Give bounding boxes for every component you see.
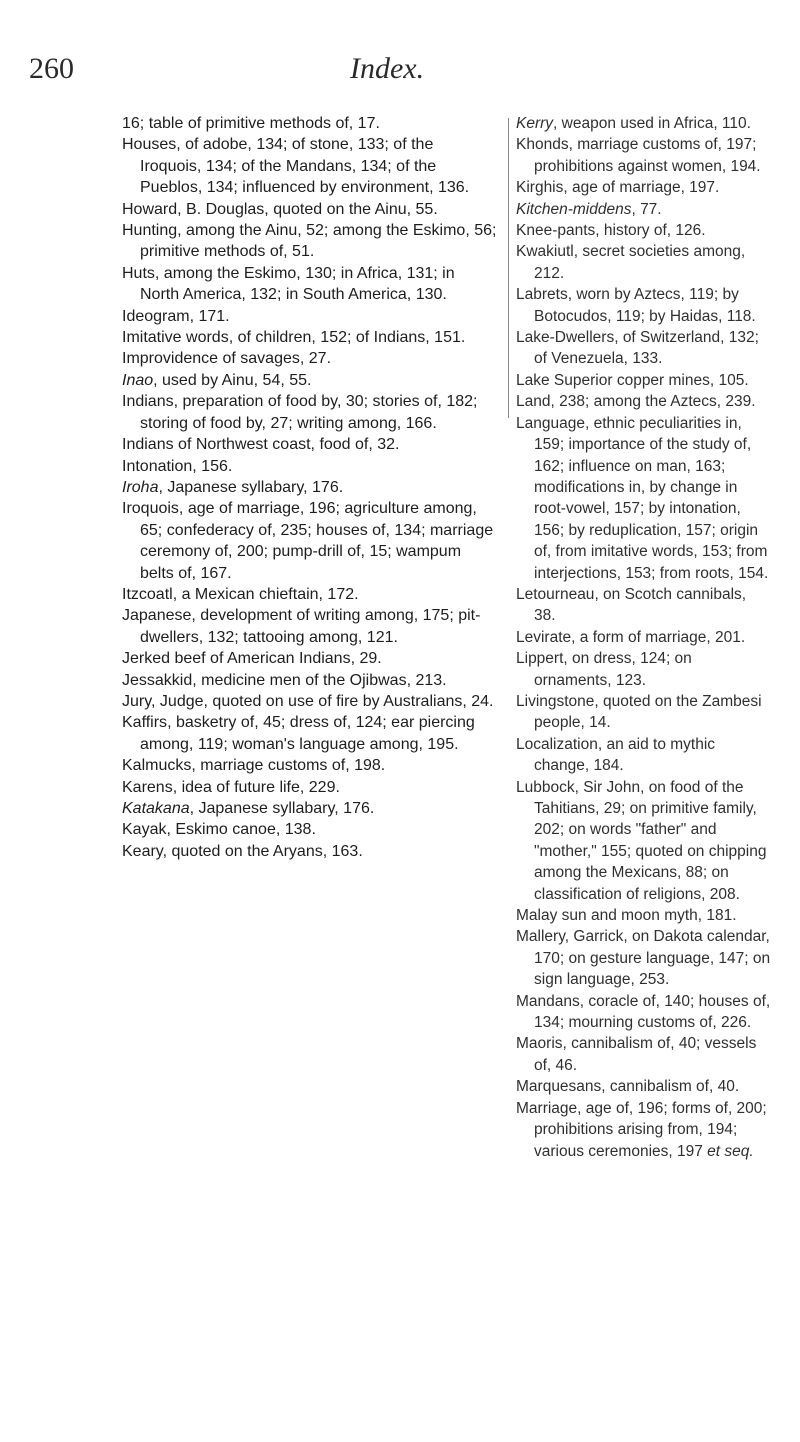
index-term: Lake-Dwellers — [516, 329, 615, 347]
index-references: , on food of the Tahitians, 29; on primitive family, 202; on words "father" and "mother," 155; quoted on chipping among the Mexicans, 88; on classification of religions, 208. — [534, 778, 767, 903]
index-term: Improvidence — [122, 350, 219, 368]
index-term: Levirate — [516, 628, 572, 646]
index-entry — [516, 926, 771, 990]
index-entry — [122, 584, 497, 605]
index-term: Kitchen-middens — [516, 200, 632, 218]
index-entry — [516, 413, 771, 584]
index-references: , basketry of, 45; dress of, 124; ear piercing among, 119; woman's language among, 195. — [140, 714, 475, 753]
index-entry — [122, 306, 497, 327]
index-term: Itzcoatl — [122, 585, 173, 603]
index-references: , among the Ainu, 52; among the Eskimo, 56; primitive methods of, 51. — [140, 222, 497, 261]
index-term: Imitative words — [122, 329, 229, 347]
index-entry — [122, 456, 497, 477]
index-term: Houses — [122, 136, 177, 154]
index-references: , worn by Aztecs, 119; by Botocudos, 119; by Haidas, 118. — [534, 286, 756, 325]
index-references: , of Switzerland, 132; of Venezuela, 133. — [534, 329, 759, 368]
index-entry — [122, 841, 497, 862]
index-references: copper mines, 105. — [612, 371, 749, 389]
index-entry — [122, 670, 497, 691]
index-term: Marquesans — [516, 1078, 602, 1096]
index-term: Language — [516, 414, 585, 432]
index-references: , Japanese syllabary, 176. — [189, 800, 375, 817]
index-references: , 156. — [192, 457, 233, 475]
index-term: Kalmucks — [122, 757, 192, 775]
index-references: , quoted on use of fire by Australians, 24. — [203, 692, 494, 710]
index-references: , used by Ainu, 54, 55. — [153, 371, 312, 389]
index-term: Letourneau — [516, 585, 595, 603]
index-entry — [516, 220, 771, 241]
index-references: , age of, 196; forms of, 200; prohibitions arising from, 194; various ceremonies, 197 — [534, 1099, 767, 1160]
index-references: , history of, 126. — [595, 222, 706, 240]
index-entry — [122, 220, 497, 263]
index-entry — [516, 177, 771, 198]
index-references: , an aid to mythic change, 184. — [534, 735, 716, 775]
index-entry — [516, 1076, 771, 1097]
index-entry — [122, 134, 497, 198]
index-entry — [516, 1033, 771, 1076]
index-entry — [122, 691, 497, 712]
index-references: , coracle of, 140; houses of, 134; mourning customs of, 226. — [534, 992, 771, 1032]
index-entry — [122, 777, 497, 798]
index-term: Huts — [122, 264, 155, 282]
index-term: Jerked beef — [122, 650, 206, 668]
index-term: Localization — [516, 735, 598, 753]
column-divider — [508, 118, 509, 418]
index-references: 16; table of primitive methods of, 17. — [122, 115, 380, 132]
index-entry — [122, 798, 497, 819]
index-term: Kirghis — [516, 179, 564, 197]
index-term: Jessakkid — [122, 671, 193, 689]
index-entry — [122, 498, 497, 584]
index-entry — [516, 777, 771, 905]
index-term: Kwakiutl — [516, 243, 574, 261]
index-entry — [516, 584, 771, 627]
index-references: , a Mexican chieftain, 172. — [172, 585, 359, 603]
index-entry — [122, 819, 497, 840]
index-entry — [122, 477, 497, 498]
index-column-right — [516, 113, 771, 1162]
page-number: 260 — [29, 52, 74, 85]
index-entry — [122, 434, 497, 455]
index-term: Kayak — [122, 821, 167, 839]
index-term: Khonds — [516, 136, 569, 154]
index-entry — [516, 113, 771, 134]
index-references: , 77. — [631, 200, 662, 218]
index-term: Howard, B. Douglas — [122, 200, 265, 218]
index-entry — [122, 327, 497, 348]
index-references: , of children, 152; of Indians, 151. — [228, 329, 466, 347]
index-entry — [516, 991, 771, 1034]
index-term: Kerry — [516, 115, 554, 132]
index-term: Iroquois — [122, 500, 179, 518]
index-entry — [122, 391, 497, 434]
index-term: Hunting — [122, 222, 178, 240]
index-references-tail: et seq. — [707, 1142, 754, 1160]
index-references: , Japanese syllabary, 176. — [158, 478, 344, 496]
index-references: , on Scotch cannibals, 38. — [534, 585, 747, 625]
index-term: Lippert — [516, 650, 564, 668]
index-term: Malay — [516, 907, 558, 925]
index-entry — [516, 284, 771, 327]
index-term: Lubbock, Sir John — [516, 778, 641, 796]
running-head: Index. — [350, 52, 425, 85]
index-term: Karens — [122, 778, 173, 796]
index-column-left — [122, 113, 497, 862]
index-entry — [122, 712, 497, 755]
index-entry — [516, 734, 771, 777]
index-references: of savages, 27. — [218, 350, 332, 368]
index-references: , age of marriage, 197. — [563, 179, 720, 197]
index-entry — [516, 1098, 771, 1162]
index-term: Iroha — [122, 478, 159, 496]
index-term: Japanese — [122, 607, 192, 625]
index-references: , cannibalism of, 40; vessels of, 46. — [534, 1035, 757, 1074]
index-references: , food of, 32. — [310, 436, 400, 454]
index-entry — [122, 113, 497, 134]
index-term: Maoris — [516, 1035, 563, 1053]
index-entry — [122, 648, 497, 669]
index-entry — [516, 627, 771, 648]
index-entry — [516, 134, 771, 177]
index-entry — [122, 605, 497, 648]
index-term: Marriage — [516, 1099, 578, 1117]
index-term: Livingstone — [516, 692, 595, 710]
index-entry — [516, 327, 771, 370]
index-entry — [516, 648, 771, 691]
index-references: , quoted on the Ainu, 55. — [264, 200, 438, 218]
index-term: Katakana — [122, 800, 190, 817]
index-references: , 171. — [189, 307, 230, 325]
index-references: , on Dakota calendar, 170; on gesture language, 147; on sign language, 253. — [534, 928, 771, 989]
index-entry — [516, 691, 771, 734]
index-references: , among the Eskimo, 130; in Africa, 131; in North America, 132; in South America, 130. — [140, 264, 455, 304]
index-entry — [516, 391, 771, 412]
index-term: Indians — [122, 393, 174, 411]
index-term: Inao — [122, 371, 154, 389]
index-entry — [122, 263, 497, 306]
index-references: , preparation of food by, 30; stories of, 182; storing of food by, 27; writing among, 166. — [140, 393, 478, 432]
index-references: , development of writing among, 175; pit-dwellers, 132; tattooing among, 121. — [140, 607, 481, 646]
index-references: , of adobe, 134; of stone, 133; of the Iroquois, 134; of the Mandans, 134; of the Pueblos, 134; influenced by environment, 136. — [140, 136, 470, 197]
index-references: , a form of marriage, 201. — [571, 628, 746, 646]
index-references: , marriage customs of, 197; prohibitions against women, 194. — [534, 136, 761, 175]
index-references: , marriage customs of, 198. — [191, 757, 386, 775]
index-entry — [122, 370, 497, 391]
index-term: Keary — [122, 842, 163, 860]
index-references: , idea of future life, 229. — [172, 778, 340, 796]
index-entry — [122, 199, 497, 220]
index-entry — [516, 241, 771, 284]
index-references: , quoted on the Zambesi people, 14. — [534, 692, 762, 732]
index-references: , weapon used in Africa, 110. — [553, 115, 751, 132]
index-term: Mallery, Garrick — [516, 928, 624, 946]
index-term: Knee-pants — [516, 222, 596, 240]
index-references: , ethnic peculiarities in, 159; importance of the study of, 162; influence on man, 163; modifications in, by change in root-vowel, 157; by intonation, 156; by reduplication, 157; origin of, from imitative words, 153; from interjections, 153; from roots, 154. — [534, 414, 769, 582]
index-references: , secret societies among, 212. — [534, 243, 746, 282]
index-references: , quoted on the Aryans, 163. — [162, 842, 363, 860]
index-term: Jury, Judge — [122, 692, 204, 710]
index-entry — [516, 199, 771, 220]
index-term: Intonation — [122, 457, 193, 475]
index-references: of American Indians, 29. — [205, 650, 382, 668]
index-term: Mandans — [516, 992, 580, 1010]
index-term: Labrets — [516, 286, 568, 304]
index-references: , medicine men of the Ojibwas, 213. — [192, 671, 447, 689]
index-references: , age of marriage, 196; agriculture among, 65; confederacy of, 235; houses of, 134; marriage ceremony of, 200; pump-drill of, 15; wampum belts of, 167. — [140, 500, 494, 582]
index-references: , Eskimo canoe, 138. — [166, 821, 316, 839]
index-term: Lake Superior — [516, 371, 613, 389]
index-references: , on dress, 124; on ornaments, 123. — [534, 650, 692, 689]
index-entry — [122, 348, 497, 369]
index-term: Kaffirs — [122, 714, 168, 732]
index-term: Land — [516, 393, 551, 411]
index-term: Indians of Northwest coast — [122, 436, 311, 454]
index-term: Ideogram — [122, 307, 190, 325]
index-references: sun and moon myth, 181. — [557, 907, 737, 925]
index-references: , cannibalism of, 40. — [601, 1078, 740, 1096]
index-entry — [516, 905, 771, 926]
index-references: , 238; among the Aztecs, 239. — [550, 393, 756, 411]
index-entry — [516, 370, 771, 391]
index-entry — [122, 755, 497, 776]
